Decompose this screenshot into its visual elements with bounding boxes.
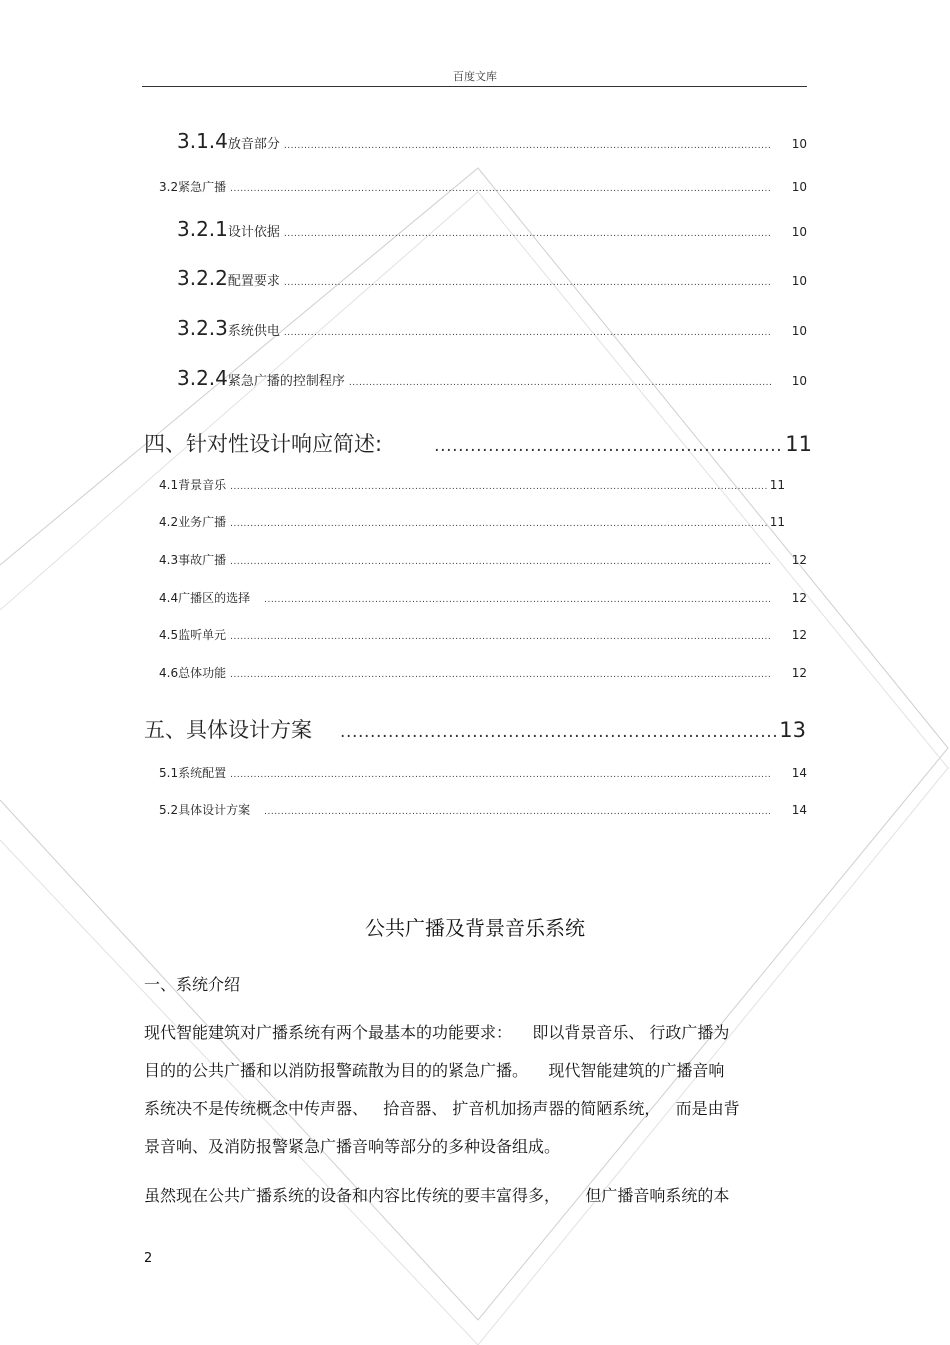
toc-page: 10 [791,137,807,151]
toc-title: 四、针对性设计响应简述: [144,432,383,456]
paragraph-line: 目的的公共广播和以消防报警疏散为目的的紧急广播。 现代智能建筑的广播音响 [144,1061,725,1080]
toc-title: 背景音乐 [178,478,227,492]
toc-number: 3.2 [159,180,179,194]
toc-page: 12 [791,666,807,680]
paragraph-line: 系统决不是传统概念中传声器、 拾音器、 扩音机加扬声器的简陋系统， 而是由背 [144,1099,740,1118]
toc-number: 4.6 [159,666,179,680]
toc-page: 10 [791,324,807,338]
toc-title: 具体设计方案 [178,803,251,817]
toc-entry-5-1[interactable] [159,764,807,781]
toc-title: 配置要求 [227,274,280,289]
toc-entry-5-2[interactable] [159,801,807,818]
toc-number: 3.2.4 [177,366,228,390]
toc-leader-dots [230,519,768,529]
toc-entry-3-2-3[interactable] [177,316,807,340]
toc-entry-3-1-4[interactable] [177,129,807,153]
toc-title: 总体功能 [178,666,227,680]
toc-page: 14 [791,766,807,780]
toc-page: 10 [791,274,807,288]
document-title: 公共广播及背景音乐系统 [365,916,585,940]
toc-leader-dots [230,184,770,194]
toc-page: 11 [769,515,785,529]
toc-page: 11 [785,432,812,456]
toc-leader-dots [230,670,770,680]
toc-leader-dots [230,482,768,492]
toc-number: 4.3 [159,553,179,567]
toc-title: 系统供电 [227,324,280,339]
toc-entry-3-2-2[interactable] [177,266,807,290]
toc-number: 3.2.2 [177,266,228,290]
paragraph-1 [144,1014,808,1166]
paragraph-line: 现代智能建筑对广播系统有两个最基本的功能要求： 即以背景音乐、 行政广播为 [144,1023,730,1042]
toc-leader-dots [264,807,770,817]
toc-number: 4.1 [159,478,179,492]
toc-chapter-4[interactable] [144,428,812,458]
toc-leader-dots [284,141,772,151]
toc-number: 4.5 [159,628,179,642]
toc-page: 13 [779,718,806,742]
toc-leader-dots [230,632,770,642]
toc-entry-3-2-1[interactable] [177,217,807,241]
toc-number: 3.2.3 [177,316,228,340]
toc-leader-dots [284,278,772,288]
toc-page: 10 [791,374,807,388]
toc-entry-4-5[interactable] [159,626,807,643]
section-heading: 一、系统介绍 [144,975,241,994]
header-title: 百度文库 [453,70,497,83]
toc-title: 放音部分 [227,137,280,152]
toc-title: 紧急广播 [178,180,227,194]
toc-entry-3-2-4[interactable] [177,366,807,390]
toc-title: 设计依据 [227,225,280,240]
header-rule [142,86,807,87]
toc-entry-4-1[interactable] [159,476,807,493]
toc-title: 系统配置 [178,766,227,780]
toc-leader-dots [230,557,770,567]
toc-leader-dots [264,595,770,605]
toc-entry-4-3[interactable] [159,551,807,568]
toc-page: 12 [791,591,807,605]
toc-page: 10 [791,180,807,194]
toc-page: 12 [791,628,807,642]
paragraph-2 [144,1177,808,1215]
toc-entry-4-6[interactable] [159,664,807,681]
toc-title: 监听单元 [178,628,227,642]
toc-number: 5.2 [159,803,179,817]
paragraph-line: 虽然现在公共广播系统的设备和内容比传统的要丰富得多， 但广播音响系统的本 [144,1186,730,1205]
toc-number: 4.2 [159,515,179,529]
page-number: 2 [144,1251,153,1266]
toc-page: 10 [791,225,807,239]
toc-title: 紧急广播的控制程序 [227,374,345,389]
toc-leader-dots [284,229,772,239]
toc-number: 3.1.4 [177,129,228,153]
toc-page: 14 [791,803,807,817]
toc-page: 12 [791,553,807,567]
toc-entry-4-2[interactable] [159,513,807,530]
toc-title: 广播区的选择 [178,591,251,605]
toc-leader-dots [434,436,783,456]
toc-number: 3.2.1 [177,217,228,241]
toc-entry-4-4[interactable] [159,589,807,606]
toc-title: 业务广播 [178,515,227,529]
toc-page: 11 [769,478,785,492]
toc-entry-3-2[interactable] [159,178,807,195]
toc-number: 5.1 [159,766,179,780]
toc-leader-dots [230,770,770,780]
paragraph-line: 景音响、及消防报警紧急广播音响等部分的多种设备组成。 [144,1137,561,1156]
toc-chapter-5[interactable] [144,714,806,744]
toc-title: 五、具体设计方案 [144,718,312,742]
toc-title: 事故广播 [178,553,227,567]
toc-leader-dots [284,328,772,338]
toc-number: 4.4 [159,591,179,605]
toc-leader-dots [340,722,777,742]
toc-leader-dots [349,378,772,388]
